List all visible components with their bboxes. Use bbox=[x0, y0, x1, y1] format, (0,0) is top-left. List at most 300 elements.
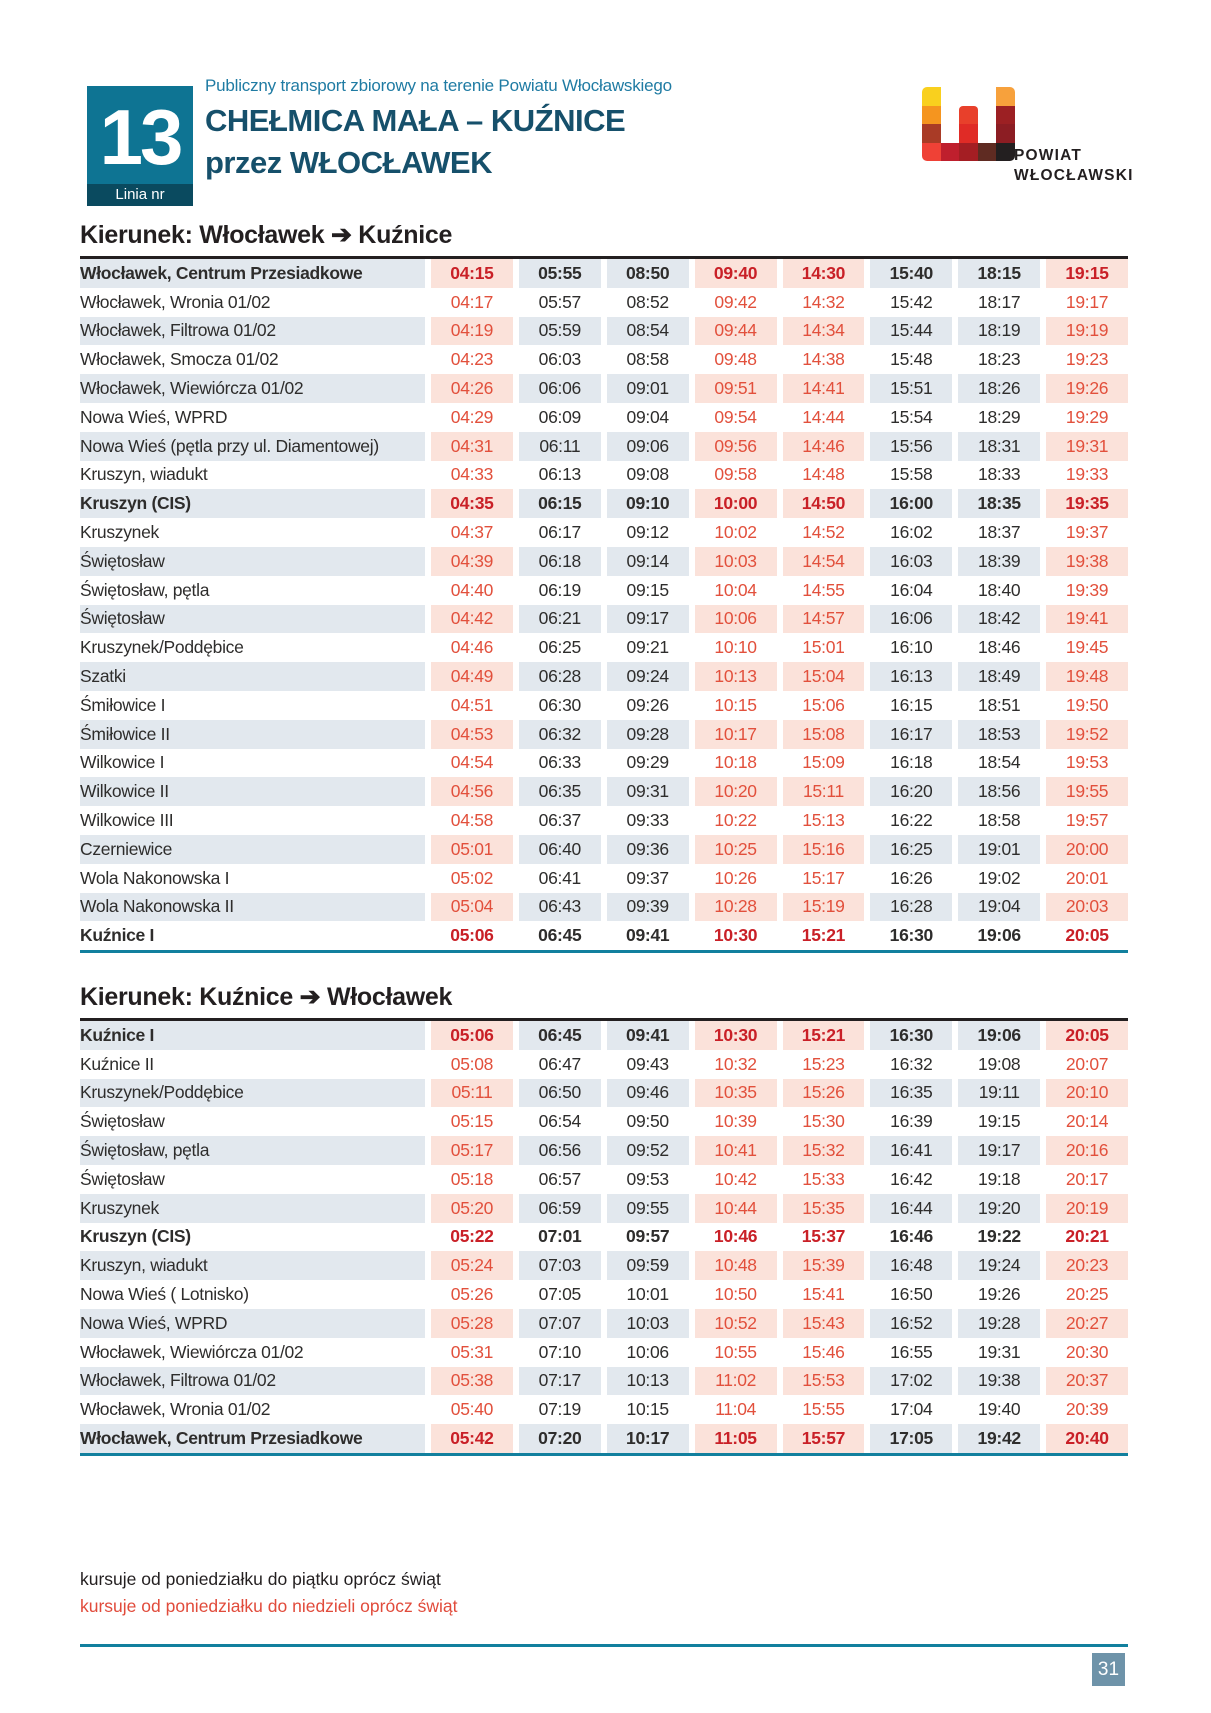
time-cell: 19:06 bbox=[952, 921, 1040, 950]
stop-name: Kuźnice I bbox=[80, 925, 155, 946]
time-cell: 15:04 bbox=[777, 662, 865, 691]
time-cell: 15:39 bbox=[777, 1251, 865, 1280]
time-cell: 15:58 bbox=[864, 461, 952, 490]
time-cell: 16:50 bbox=[864, 1280, 952, 1309]
time-cell: 10:17 bbox=[601, 1424, 689, 1453]
table-row bbox=[80, 288, 1128, 317]
time-cell: 19:19 bbox=[1040, 317, 1128, 346]
time-cell: 15:06 bbox=[777, 691, 865, 720]
time-cell: 15:55 bbox=[777, 1395, 865, 1424]
logo-square bbox=[978, 143, 997, 162]
time-cell: 06:35 bbox=[513, 777, 601, 806]
time-cell: 07:01 bbox=[513, 1223, 601, 1252]
logo-empty bbox=[959, 87, 978, 106]
stop-name: Świętosław bbox=[80, 1111, 165, 1132]
time-cell: 19:57 bbox=[1040, 806, 1128, 835]
time-cell: 15:08 bbox=[777, 720, 865, 749]
time-cell: 10:28 bbox=[689, 893, 777, 922]
logo-square bbox=[941, 143, 960, 162]
time-cell: 10:20 bbox=[689, 777, 777, 806]
time-cell: 19:24 bbox=[952, 1251, 1040, 1280]
time-cell: 18:37 bbox=[952, 518, 1040, 547]
time-cell: 20:19 bbox=[1040, 1194, 1128, 1223]
time-cell: 19:22 bbox=[952, 1223, 1040, 1252]
time-cell: 20:16 bbox=[1040, 1136, 1128, 1165]
time-cell: 04:26 bbox=[425, 374, 513, 403]
time-cell: 10:41 bbox=[689, 1136, 777, 1165]
time-cell: 19:23 bbox=[1040, 345, 1128, 374]
time-cell: 10:46 bbox=[689, 1223, 777, 1252]
stop-name: Świętosław bbox=[80, 605, 425, 634]
time-cell: 06:40 bbox=[513, 835, 601, 864]
stop-name: Świętosław, pętla bbox=[80, 1136, 425, 1165]
time-cell: 16:25 bbox=[864, 835, 952, 864]
time-cell: 10:39 bbox=[689, 1107, 777, 1136]
time-cell: 19:11 bbox=[952, 1079, 1040, 1108]
time-cell: 04:54 bbox=[425, 749, 513, 778]
header-tagline: Publiczny transport zbiorowy na terenie Powiatu Włocławskiego bbox=[205, 76, 672, 95]
time-cell: 18:26 bbox=[952, 374, 1040, 403]
time-cell: 19:35 bbox=[1040, 489, 1128, 518]
time-cell: 04:42 bbox=[425, 605, 513, 634]
table-row bbox=[80, 1424, 1128, 1453]
table-row bbox=[80, 403, 1128, 432]
logo-square bbox=[959, 124, 978, 143]
time-cell: 06:43 bbox=[513, 893, 601, 922]
time-cell: 15:42 bbox=[864, 288, 952, 317]
logo-square bbox=[959, 106, 978, 125]
time-cell: 09:04 bbox=[601, 403, 689, 432]
table-row bbox=[80, 1136, 1128, 1165]
time-cell: 16:28 bbox=[864, 893, 952, 922]
time-cell: 09:46 bbox=[601, 1079, 689, 1108]
time-cell: 18:42 bbox=[952, 605, 1040, 634]
time-cell: 15:46 bbox=[777, 1338, 865, 1367]
time-cell: 15:48 bbox=[864, 345, 952, 374]
logo-square bbox=[959, 143, 978, 162]
time-cell: 15:13 bbox=[777, 806, 865, 835]
time-cell: 04:15 bbox=[425, 259, 513, 288]
time-cell: 19:42 bbox=[952, 1424, 1040, 1453]
time-cell: 20:03 bbox=[1040, 893, 1128, 922]
time-cell: 04:39 bbox=[425, 547, 513, 576]
time-cell: 17:05 bbox=[864, 1424, 952, 1453]
time-cell: 19:53 bbox=[1040, 749, 1128, 778]
time-cell: 15:56 bbox=[864, 432, 952, 461]
time-cell: 16:18 bbox=[864, 749, 952, 778]
time-cell: 18:39 bbox=[952, 547, 1040, 576]
stop-name: Szatki bbox=[80, 662, 425, 691]
time-cell: 11:02 bbox=[689, 1367, 777, 1396]
time-cell: 09:01 bbox=[601, 374, 689, 403]
stop-name: Kruszyn, wiadukt bbox=[80, 1251, 425, 1280]
stop-name: Wilkowice III bbox=[80, 810, 174, 831]
time-cell: 07:17 bbox=[513, 1367, 601, 1396]
time-cell: 10:17 bbox=[689, 720, 777, 749]
time-cell: 07:07 bbox=[513, 1309, 601, 1338]
time-cell: 18:49 bbox=[952, 662, 1040, 691]
time-cell: 15:44 bbox=[864, 317, 952, 346]
stop-name: Kruszyn, wiadukt bbox=[80, 464, 208, 485]
time-cell: 20:01 bbox=[1040, 864, 1128, 893]
stop-name: Nowa Wieś, WPRD bbox=[80, 1309, 425, 1338]
time-cell: 10:50 bbox=[689, 1280, 777, 1309]
time-cell: 09:36 bbox=[601, 835, 689, 864]
time-cell: 15:16 bbox=[777, 835, 865, 864]
stop-name: Włocławek, Wronia 01/02 bbox=[80, 1399, 271, 1420]
table-row bbox=[80, 633, 1128, 662]
table-row bbox=[80, 749, 1128, 778]
stop-name: Wola Nakonowska II bbox=[80, 893, 425, 922]
time-cell: 10:15 bbox=[689, 691, 777, 720]
time-cell: 09:58 bbox=[689, 461, 777, 490]
page-title bbox=[205, 100, 625, 184]
time-cell: 18:31 bbox=[952, 432, 1040, 461]
table-row bbox=[80, 1223, 1128, 1252]
time-cell: 05:02 bbox=[425, 864, 513, 893]
page-number-badge: 31 bbox=[1092, 1653, 1125, 1686]
time-cell: 10:18 bbox=[689, 749, 777, 778]
stop-name: Świętosław bbox=[80, 1168, 165, 1189]
table-row bbox=[80, 489, 1128, 518]
time-cell: 09:41 bbox=[601, 1021, 689, 1050]
time-cell: 09:33 bbox=[601, 806, 689, 835]
logo-square bbox=[922, 124, 941, 143]
time-cell: 04:23 bbox=[425, 345, 513, 374]
time-cell: 10:06 bbox=[689, 605, 777, 634]
time-cell: 10:44 bbox=[689, 1194, 777, 1223]
table-row bbox=[80, 374, 1128, 403]
time-cell: 09:56 bbox=[689, 432, 777, 461]
logo-empty bbox=[941, 106, 960, 125]
stop-name: Włocławek, Wronia 01/02 bbox=[80, 291, 271, 312]
time-cell: 20:27 bbox=[1040, 1309, 1128, 1338]
time-cell: 15:09 bbox=[777, 749, 865, 778]
time-cell: 06:18 bbox=[513, 547, 601, 576]
logo-square bbox=[996, 87, 1015, 106]
time-cell: 05:38 bbox=[425, 1367, 513, 1396]
time-cell: 07:03 bbox=[513, 1251, 601, 1280]
time-cell: 04:35 bbox=[425, 489, 513, 518]
legend bbox=[80, 1566, 457, 1620]
stop-name: Włocławek, Centrum Przesiadkowe bbox=[80, 259, 425, 288]
table-row bbox=[80, 605, 1128, 634]
time-cell: 07:20 bbox=[513, 1424, 601, 1453]
time-cell: 15:40 bbox=[864, 259, 952, 288]
table-row bbox=[80, 432, 1128, 461]
time-cell: 09:50 bbox=[601, 1107, 689, 1136]
time-cell: 19:37 bbox=[1040, 518, 1128, 547]
logo-square bbox=[922, 87, 941, 106]
time-cell: 05:01 bbox=[425, 835, 513, 864]
time-cell: 04:53 bbox=[425, 720, 513, 749]
time-cell: 09:40 bbox=[689, 259, 777, 288]
time-cell: 09:28 bbox=[601, 720, 689, 749]
time-cell: 15:41 bbox=[777, 1280, 865, 1309]
time-cell: 09:26 bbox=[601, 691, 689, 720]
time-cell: 06:03 bbox=[513, 345, 601, 374]
time-cell: 19:08 bbox=[952, 1050, 1040, 1079]
line-number-label: Linia nr bbox=[87, 184, 193, 206]
time-cell: 05:57 bbox=[513, 288, 601, 317]
time-cell: 05:24 bbox=[425, 1251, 513, 1280]
time-cell: 16:13 bbox=[864, 662, 952, 691]
stop-name: Wilkowice II bbox=[80, 777, 425, 806]
time-cell: 15:53 bbox=[777, 1367, 865, 1396]
time-cell: 18:35 bbox=[952, 489, 1040, 518]
time-cell: 06:56 bbox=[513, 1136, 601, 1165]
stop-name: Włocławek, Centrum Przesiadkowe bbox=[80, 1424, 425, 1453]
table-row bbox=[80, 1280, 1128, 1309]
logo-caption-line2: WŁOCŁAWSKI bbox=[1014, 167, 1134, 184]
time-cell: 16:55 bbox=[864, 1338, 952, 1367]
time-cell: 04:56 bbox=[425, 777, 513, 806]
time-cell: 19:33 bbox=[1040, 461, 1128, 490]
table-row bbox=[80, 864, 1128, 893]
legend-weekday-note: kursuje od poniedziałku do piątku oprócz świąt bbox=[80, 1569, 441, 1589]
time-cell: 15:43 bbox=[777, 1309, 865, 1338]
time-cell: 06:15 bbox=[513, 489, 601, 518]
table-row bbox=[80, 1309, 1128, 1338]
time-cell: 15:19 bbox=[777, 893, 865, 922]
time-cell: 10:13 bbox=[689, 662, 777, 691]
timetable-kuznice-wloclawek bbox=[80, 1018, 1128, 1456]
time-cell: 08:58 bbox=[601, 345, 689, 374]
time-cell: 06:47 bbox=[513, 1050, 601, 1079]
time-cell: 05:08 bbox=[425, 1050, 513, 1079]
time-cell: 06:45 bbox=[513, 1021, 601, 1050]
time-cell: 06:45 bbox=[513, 921, 601, 950]
stop-name: Kruszynek bbox=[80, 1194, 425, 1223]
time-cell: 18:54 bbox=[952, 749, 1040, 778]
time-cell: 04:58 bbox=[425, 806, 513, 835]
time-cell: 14:38 bbox=[777, 345, 865, 374]
time-cell: 05:59 bbox=[513, 317, 601, 346]
logo-square bbox=[922, 143, 941, 162]
time-cell: 17:02 bbox=[864, 1367, 952, 1396]
time-cell: 10:10 bbox=[689, 633, 777, 662]
stop-name: Kruszynek/Poddębice bbox=[80, 1079, 425, 1108]
time-cell: 11:05 bbox=[689, 1424, 777, 1453]
stop-name: Nowa Wieś (pętla przy ul. Diamentowej) bbox=[80, 432, 425, 461]
time-cell: 06:59 bbox=[513, 1194, 601, 1223]
time-cell: 09:31 bbox=[601, 777, 689, 806]
time-cell: 19:31 bbox=[1040, 432, 1128, 461]
logo-empty bbox=[978, 124, 997, 143]
time-cell: 10:52 bbox=[689, 1309, 777, 1338]
time-cell: 10:03 bbox=[689, 547, 777, 576]
time-cell: 19:38 bbox=[952, 1367, 1040, 1396]
time-cell: 06:28 bbox=[513, 662, 601, 691]
table-row bbox=[80, 720, 1128, 749]
legend-daily-note: kursuje od poniedziałku do niedzieli oprócz świąt bbox=[80, 1596, 458, 1616]
time-cell: 06:21 bbox=[513, 605, 601, 634]
time-cell: 15:17 bbox=[777, 864, 865, 893]
logo-empty bbox=[941, 87, 960, 106]
time-cell: 15:32 bbox=[777, 1136, 865, 1165]
time-cell: 10:25 bbox=[689, 835, 777, 864]
time-cell: 15:21 bbox=[777, 1021, 865, 1050]
table-row bbox=[80, 259, 1128, 288]
table-row bbox=[80, 1338, 1128, 1367]
table-row bbox=[80, 1165, 1128, 1194]
time-cell: 15:26 bbox=[777, 1079, 865, 1108]
time-cell: 05:15 bbox=[425, 1107, 513, 1136]
time-cell: 15:11 bbox=[777, 777, 865, 806]
time-cell: 18:51 bbox=[952, 691, 1040, 720]
time-cell: 14:48 bbox=[777, 461, 865, 490]
time-cell: 16:20 bbox=[864, 777, 952, 806]
time-cell: 05:26 bbox=[425, 1280, 513, 1309]
time-cell: 10:42 bbox=[689, 1165, 777, 1194]
time-cell: 15:35 bbox=[777, 1194, 865, 1223]
time-cell: 16:32 bbox=[864, 1050, 952, 1079]
time-cell: 06:11 bbox=[513, 432, 601, 461]
time-cell: 09:54 bbox=[689, 403, 777, 432]
time-cell: 14:55 bbox=[777, 576, 865, 605]
time-cell: 09:08 bbox=[601, 461, 689, 490]
time-cell: 16:39 bbox=[864, 1107, 952, 1136]
time-cell: 14:46 bbox=[777, 432, 865, 461]
time-cell: 16:48 bbox=[864, 1251, 952, 1280]
time-cell: 16:17 bbox=[864, 720, 952, 749]
time-cell: 05:55 bbox=[513, 259, 601, 288]
time-cell: 19:15 bbox=[1040, 259, 1128, 288]
time-cell: 04:40 bbox=[425, 576, 513, 605]
time-cell: 18:33 bbox=[952, 461, 1040, 490]
direction-heading-kuznice-wloclawek: Kierunek: Kuźnice ➔ Włocławek bbox=[80, 983, 453, 1011]
time-cell: 19:01 bbox=[952, 835, 1040, 864]
time-cell: 20:00 bbox=[1040, 835, 1128, 864]
stop-name: Włocławek, Filtrowa 01/02 bbox=[80, 1367, 425, 1396]
page-title-line2: przez WŁOCŁAWEK bbox=[205, 145, 492, 180]
time-cell: 05:20 bbox=[425, 1194, 513, 1223]
time-cell: 19:55 bbox=[1040, 777, 1128, 806]
time-cell: 20:21 bbox=[1040, 1223, 1128, 1252]
time-cell: 16:00 bbox=[864, 489, 952, 518]
table-row bbox=[80, 518, 1128, 547]
time-cell: 05:11 bbox=[425, 1079, 513, 1108]
time-cell: 09:37 bbox=[601, 864, 689, 893]
time-cell: 16:06 bbox=[864, 605, 952, 634]
time-cell: 16:30 bbox=[864, 1021, 952, 1050]
time-cell: 10:15 bbox=[601, 1395, 689, 1424]
time-cell: 09:57 bbox=[601, 1223, 689, 1252]
time-cell: 05:18 bbox=[425, 1165, 513, 1194]
time-cell: 09:24 bbox=[601, 662, 689, 691]
time-cell: 15:01 bbox=[777, 633, 865, 662]
table-row bbox=[80, 461, 1128, 490]
table-row bbox=[80, 1079, 1128, 1108]
time-cell: 19:17 bbox=[1040, 288, 1128, 317]
time-cell: 19:02 bbox=[952, 864, 1040, 893]
time-cell: 10:03 bbox=[601, 1309, 689, 1338]
time-cell: 06:17 bbox=[513, 518, 601, 547]
time-cell: 16:22 bbox=[864, 806, 952, 835]
time-cell: 16:10 bbox=[864, 633, 952, 662]
logo-empty bbox=[941, 124, 960, 143]
table-row bbox=[80, 1367, 1128, 1396]
time-cell: 20:05 bbox=[1040, 1021, 1128, 1050]
time-cell: 20:40 bbox=[1040, 1424, 1128, 1453]
time-cell: 09:55 bbox=[601, 1194, 689, 1223]
time-cell: 20:23 bbox=[1040, 1251, 1128, 1280]
time-cell: 14:41 bbox=[777, 374, 865, 403]
time-cell: 09:14 bbox=[601, 547, 689, 576]
time-cell: 04:33 bbox=[425, 461, 513, 490]
time-cell: 05:06 bbox=[425, 921, 513, 950]
stop-name: Wola Nakonowska I bbox=[80, 867, 230, 888]
logo-empty bbox=[978, 106, 997, 125]
time-cell: 20:39 bbox=[1040, 1395, 1128, 1424]
table-row bbox=[80, 662, 1128, 691]
time-cell: 16:41 bbox=[864, 1136, 952, 1165]
time-cell: 16:26 bbox=[864, 864, 952, 893]
time-cell: 14:34 bbox=[777, 317, 865, 346]
stop-name: Kruszynek/Poddębice bbox=[80, 637, 244, 658]
line-number: 13 bbox=[99, 93, 181, 181]
logo-square bbox=[996, 106, 1015, 125]
time-cell: 09:29 bbox=[601, 749, 689, 778]
time-cell: 16:35 bbox=[864, 1079, 952, 1108]
time-cell: 09:51 bbox=[689, 374, 777, 403]
time-cell: 06:13 bbox=[513, 461, 601, 490]
logo-caption-line1: POWIAT bbox=[1014, 147, 1083, 164]
table-row bbox=[80, 1050, 1128, 1079]
time-cell: 06:37 bbox=[513, 806, 601, 835]
time-cell: 14:52 bbox=[777, 518, 865, 547]
time-cell: 19:04 bbox=[952, 893, 1040, 922]
time-cell: 19:06 bbox=[952, 1021, 1040, 1050]
time-cell: 14:30 bbox=[777, 259, 865, 288]
time-cell: 20:05 bbox=[1040, 921, 1128, 950]
time-cell: 18:17 bbox=[952, 288, 1040, 317]
stop-name: Czerniewice bbox=[80, 835, 425, 864]
time-cell: 20:17 bbox=[1040, 1165, 1128, 1194]
stop-name: Świętosław, pętla bbox=[80, 579, 210, 600]
time-cell: 19:38 bbox=[1040, 547, 1128, 576]
time-cell: 18:40 bbox=[952, 576, 1040, 605]
time-cell: 04:37 bbox=[425, 518, 513, 547]
table-row bbox=[80, 317, 1128, 346]
time-cell: 19:28 bbox=[952, 1309, 1040, 1338]
time-cell: 04:51 bbox=[425, 691, 513, 720]
table-row bbox=[80, 893, 1128, 922]
time-cell: 20:30 bbox=[1040, 1338, 1128, 1367]
time-cell: 18:15 bbox=[952, 259, 1040, 288]
time-cell: 10:22 bbox=[689, 806, 777, 835]
time-cell: 07:05 bbox=[513, 1280, 601, 1309]
time-cell: 09:12 bbox=[601, 518, 689, 547]
table-row bbox=[80, 1107, 1128, 1136]
time-cell: 11:04 bbox=[689, 1395, 777, 1424]
time-cell: 18:58 bbox=[952, 806, 1040, 835]
time-cell: 06:57 bbox=[513, 1165, 601, 1194]
stop-name: Kruszyn (CIS) bbox=[80, 489, 425, 518]
time-cell: 10:26 bbox=[689, 864, 777, 893]
time-cell: 15:54 bbox=[864, 403, 952, 432]
time-cell: 19:45 bbox=[1040, 633, 1128, 662]
time-cell: 20:14 bbox=[1040, 1107, 1128, 1136]
table-row bbox=[80, 1395, 1128, 1424]
stop-name: Śmiłowice II bbox=[80, 720, 425, 749]
time-cell: 14:32 bbox=[777, 288, 865, 317]
time-cell: 05:28 bbox=[425, 1309, 513, 1338]
time-cell: 05:40 bbox=[425, 1395, 513, 1424]
time-cell: 19:15 bbox=[952, 1107, 1040, 1136]
logo-square bbox=[996, 124, 1015, 143]
time-cell: 14:50 bbox=[777, 489, 865, 518]
